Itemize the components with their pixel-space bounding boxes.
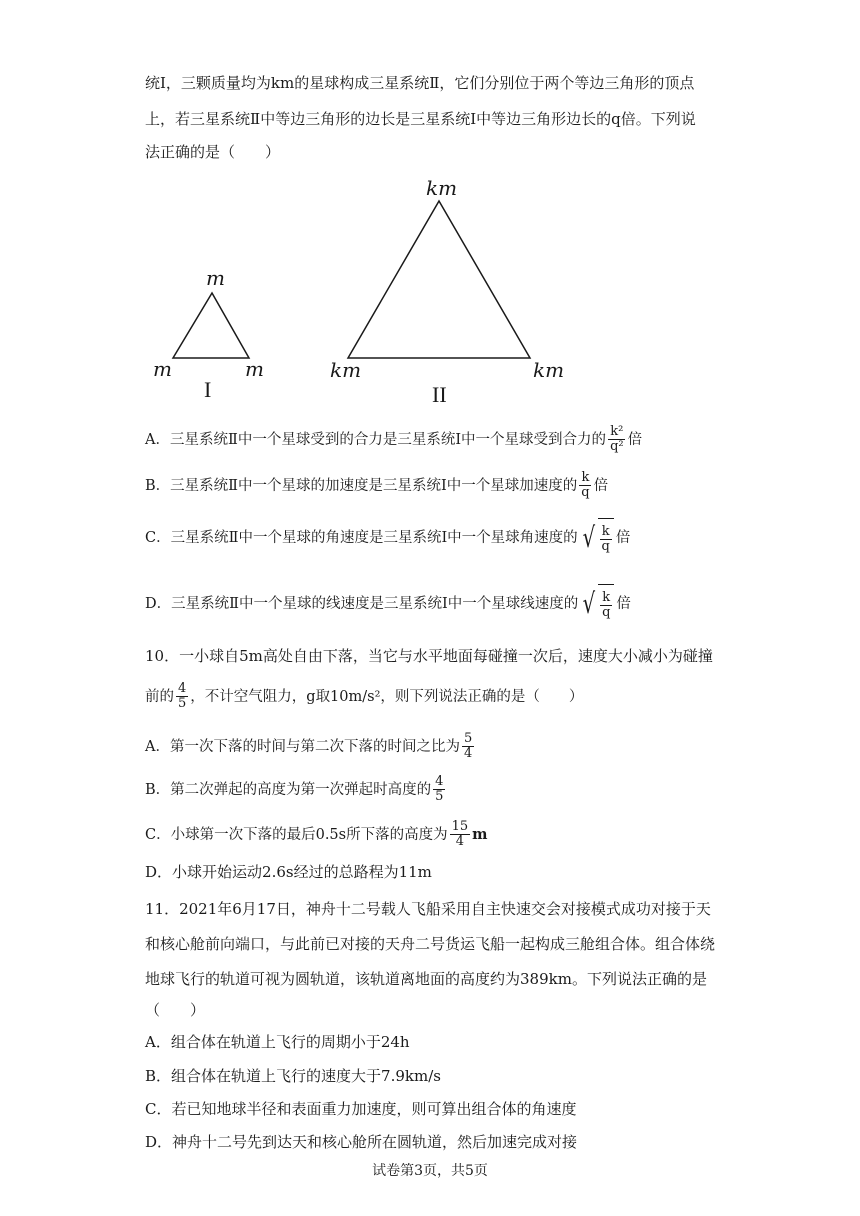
q11-option-b: B．组合体在轨道上飞行的速度大于7.9km/s	[145, 1067, 441, 1085]
page-footer: 试卷第3页，共5页	[372, 1163, 488, 1179]
q11-stem-line-2: 和核心舱前向端口，与此前已对接的天舟二号货运飞船一起构成三舱组合体。组合体绕	[145, 935, 716, 953]
fraction-numerator: k	[581, 470, 590, 485]
fraction-denominator: q	[601, 539, 610, 554]
q9-option-b-fraction	[579, 471, 591, 500]
system-1-triangle	[173, 293, 249, 358]
q9-option-b-text: B．三星系统Ⅱ中一个星球的加速度是三星系统Ⅰ中一个星球加速度的	[145, 477, 578, 494]
q9-option-c	[145, 518, 630, 558]
q9-option-c-tail: 倍	[615, 530, 631, 546]
q10-option-b-text: B．第二次弹起的高度为第一次弹起时高度的	[145, 781, 432, 798]
q10-stem-line-2	[145, 682, 583, 711]
q10-option-a-fraction	[462, 732, 474, 761]
sys2-top-mass-label: km	[426, 176, 458, 200]
q9-option-b	[145, 471, 608, 500]
q9-option-a-text: A．三星系统Ⅱ中一个星球受到的合力是三星系统Ⅰ中一个星球受到合力的	[145, 431, 607, 448]
q9-option-d	[145, 584, 631, 624]
q9-option-c-sqrt: √ $\frac{k}{q}$	[580, 518, 614, 558]
fraction-numerator: 5	[463, 731, 473, 746]
q10-option-a	[145, 732, 476, 761]
q11-stem-line-4: （ ）	[145, 1001, 206, 1019]
fraction-denominator: 4	[455, 834, 465, 849]
q10-option-c-fraction	[450, 820, 471, 849]
q10-stem-pre: 前的	[145, 688, 174, 705]
q11-option-a: A．组合体在轨道上飞行的周期小于24h	[145, 1033, 410, 1051]
q10-option-c-unit: m	[472, 825, 488, 843]
q9-stem-line-2: 上，若三星系统Ⅱ中等边三角形的边长是三星系统Ⅰ中等边三角形边长的q倍。下列说	[145, 110, 696, 128]
sys2-name-label: II	[432, 382, 447, 407]
q10-stem-post: ，不计空气阻力，g取10m/s²，则下列说法正确的是（ ）	[190, 688, 584, 705]
q10-option-d: D．小球开始运动2.6s经过的总路程为11m	[145, 863, 432, 881]
q11-option-c: C．若已知地球半径和表面重力加速度，则可算出组合体的角速度	[145, 1100, 577, 1118]
q11-option-d: D．神舟十二号先到达天和核心舱所在圆轨道，然后加速完成对接	[145, 1133, 578, 1151]
q9-option-d-sqrt: √ $\frac{k}{q}$	[580, 584, 614, 624]
sys1-left-mass-label: m	[153, 357, 172, 381]
q11-stem-line-1: 11．2021年6月17日，神舟十二号载人飞船采用自主快速交会对接模式成功对接于天	[145, 900, 711, 918]
q9-stem-line-3: 法正确的是（ ）	[145, 143, 281, 161]
fraction-numerator: k²	[610, 424, 624, 439]
fraction-numerator: k	[601, 524, 610, 539]
q10-option-b	[145, 775, 447, 804]
q11-stem-line-3: 地球飞行的轨道可视为圆轨道，该轨道离地面的高度约为389km。下列说法正确的是	[145, 970, 707, 988]
q9-option-d-tail: 倍	[616, 596, 631, 612]
fraction-denominator: q	[581, 485, 590, 500]
sys2-left-mass-label: km	[330, 358, 362, 382]
fraction-numerator: k	[602, 590, 611, 605]
q9-option-a	[145, 425, 642, 454]
three-star-systems-figure	[0, 0, 860, 420]
fraction-numerator: 4	[435, 774, 444, 789]
q10-stem-fraction	[176, 682, 188, 711]
q10-stem-line-1: 10．一小球自5m高处自由下落，当它与水平地面每碰撞一次后，速度大小减小为碰撞	[145, 647, 713, 665]
fraction-numerator: 4	[178, 681, 187, 696]
sys2-right-mass-label: km	[533, 358, 565, 382]
sys1-right-mass-label: m	[245, 357, 264, 381]
fraction-denominator: q	[602, 605, 611, 620]
q9-option-d-text: D．三星系统Ⅱ中一个星球的线速度是三星系统Ⅰ中一个星球线速度的	[145, 596, 579, 612]
q10-option-b-fraction	[433, 775, 445, 804]
sys1-top-mass-label: m	[206, 266, 225, 290]
q9-option-c-text: C．三星系统Ⅱ中一个星球的角速度是三星系统Ⅰ中一个星球角速度的	[145, 530, 578, 546]
sys1-name-label: I	[204, 377, 212, 402]
q9-option-a-fraction	[608, 425, 626, 454]
q9-option-a-tail: 倍	[627, 431, 643, 448]
q9-option-b-tail: 倍	[593, 477, 609, 494]
fraction-denominator: 5	[178, 696, 187, 711]
system-2-triangle	[348, 201, 530, 358]
fraction-denominator: 4	[463, 746, 473, 761]
q10-option-a-text: A．第一次下落的时间与第二次下落的时间之比为	[145, 738, 460, 755]
q10-option-c	[145, 820, 488, 849]
fraction-numerator: 15	[451, 819, 469, 834]
fraction-denominator: q²	[610, 439, 624, 454]
q10-option-c-text: C．小球第一次下落的最后0.5s所下落的高度为	[145, 826, 448, 843]
q9-stem-line-1: 统Ⅰ，三颗质量均为km的星球构成三星系统Ⅱ，它们分别位于两个等边三角形的顶点	[145, 74, 695, 92]
fraction-denominator: 5	[435, 789, 444, 804]
